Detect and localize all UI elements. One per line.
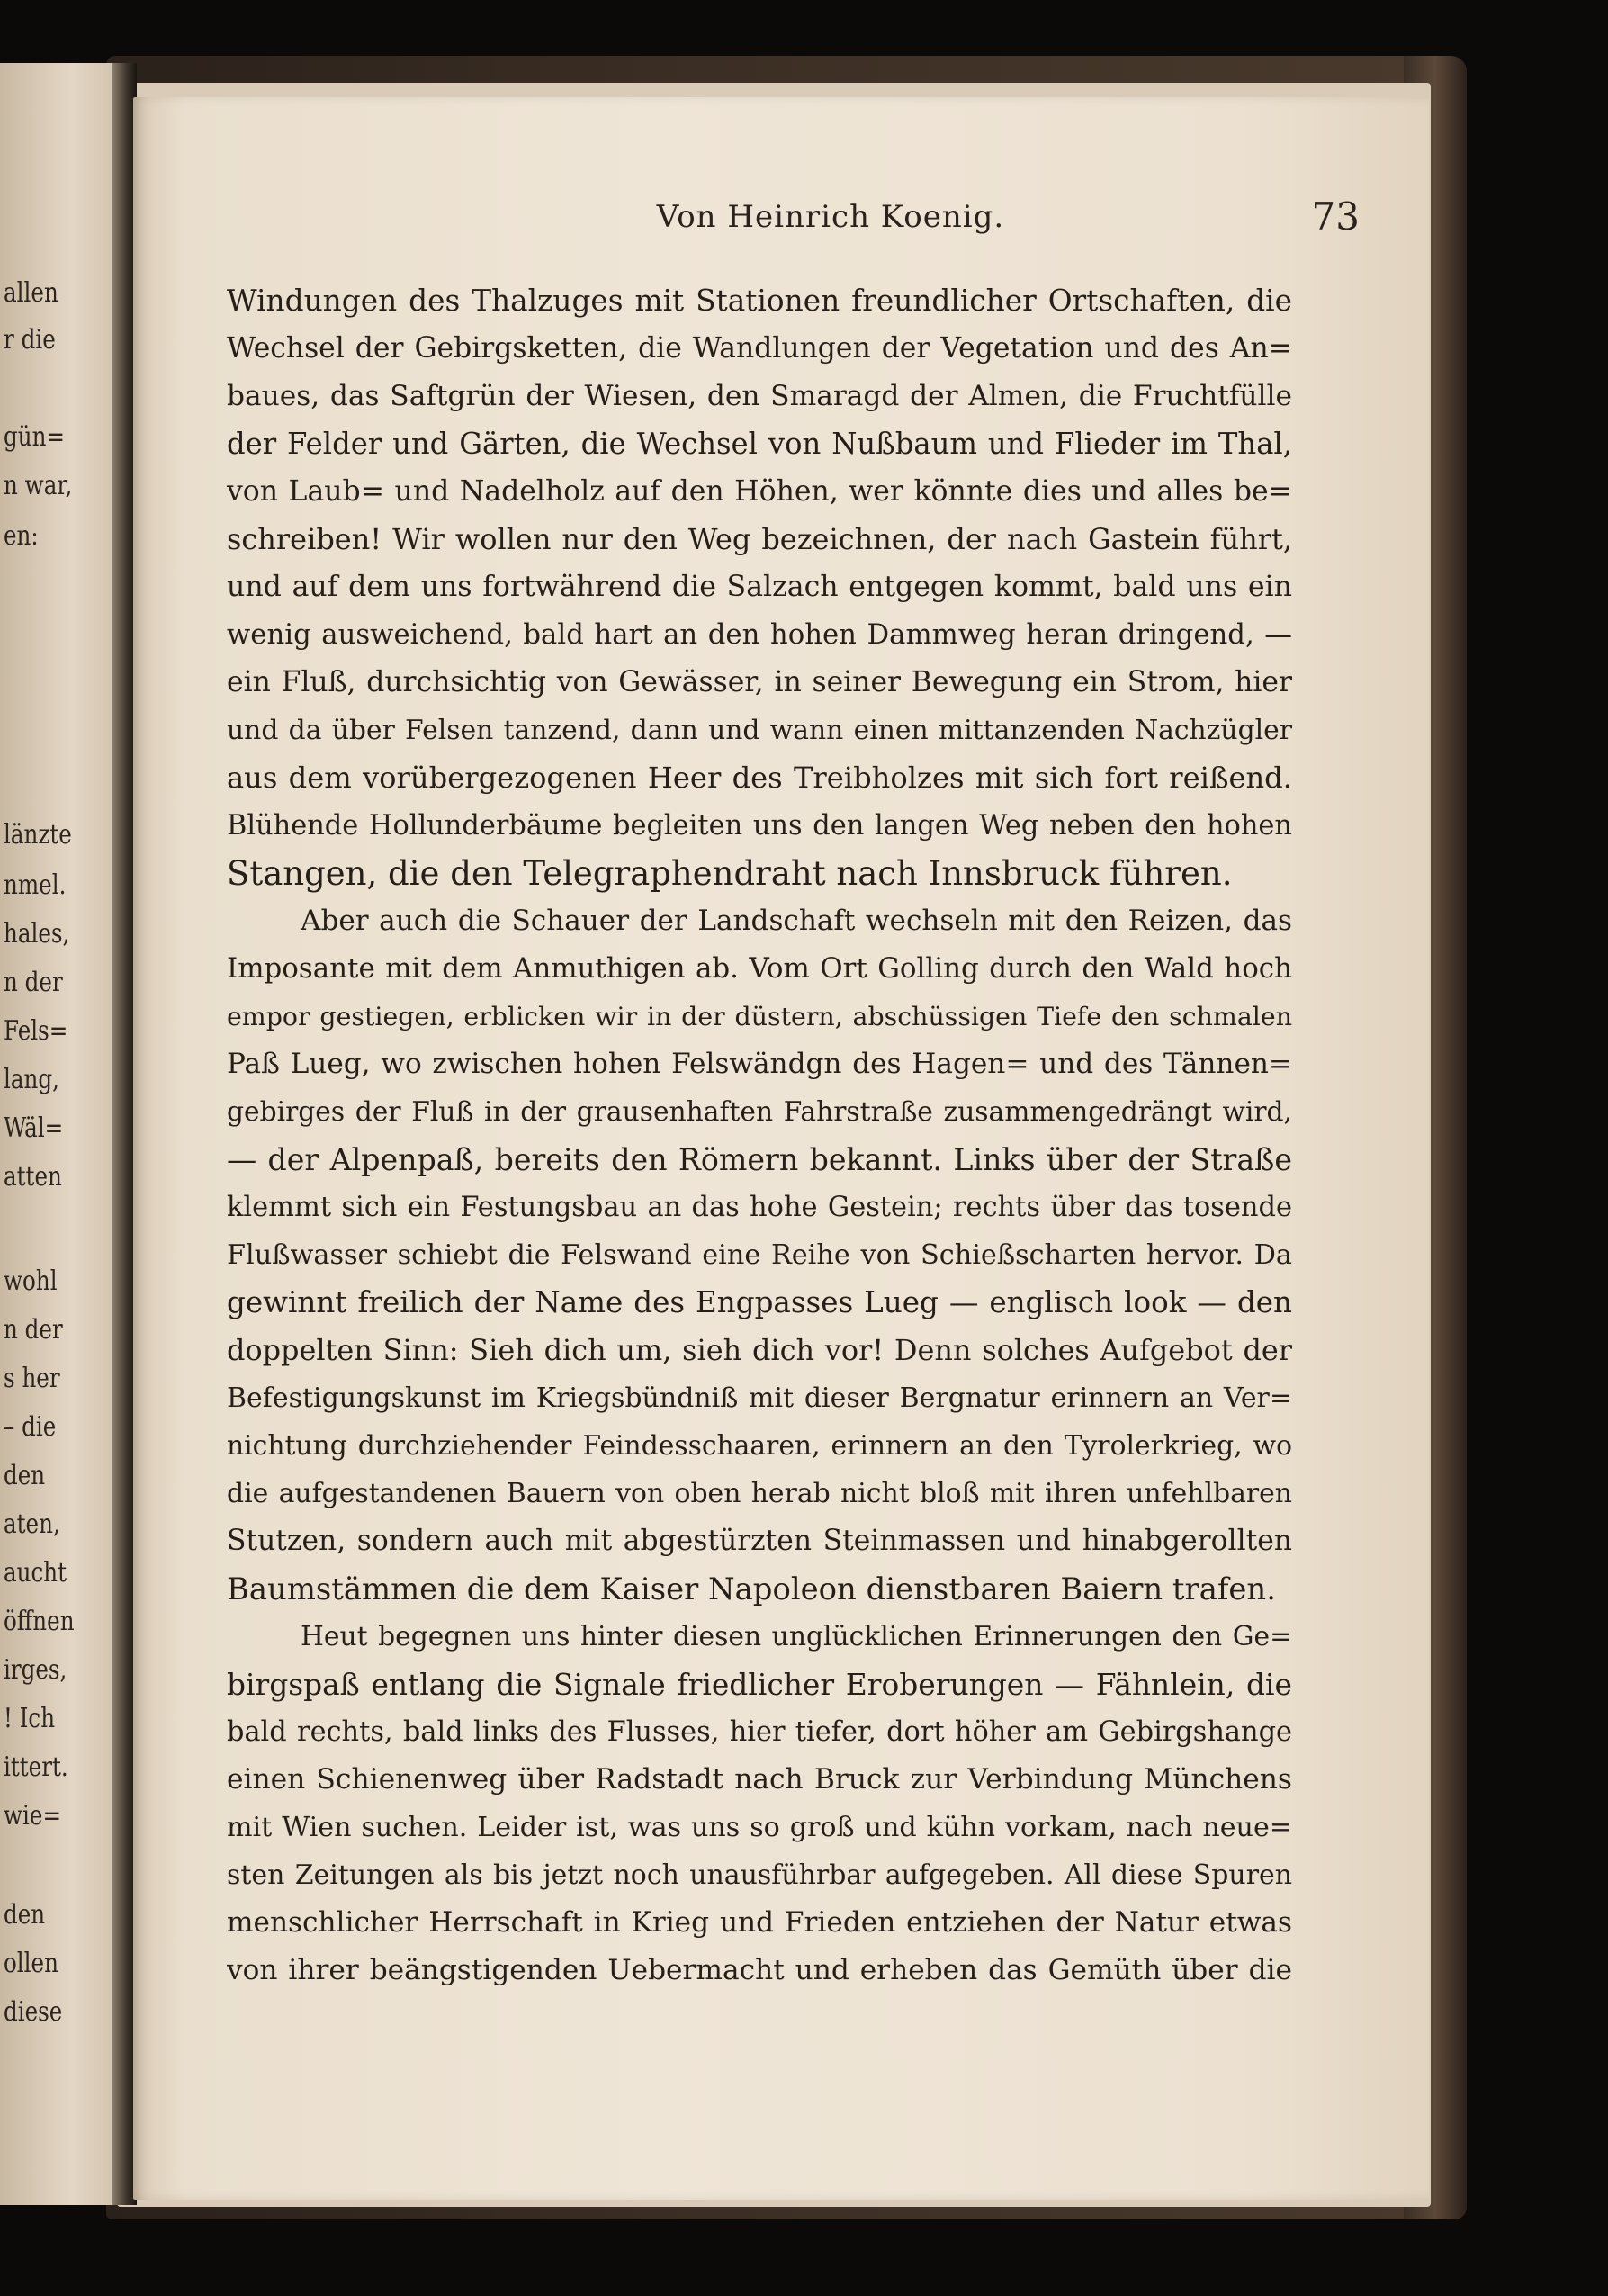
left-page-fragment: Wäl= xyxy=(4,1112,64,1144)
text-line: Paß Lueg, wo zwischen hohen Felswändgn des Hagen= und des Tännen= xyxy=(227,1048,1292,1080)
running-head: Von Heinrich Koenig. xyxy=(656,199,1005,235)
left-page-fragment: gün= xyxy=(4,421,66,453)
left-page-fragment: en: xyxy=(4,520,39,552)
text-line: menschlicher Herrschaft in Krieg und Frieden entziehen der Natur etwas xyxy=(227,1906,1292,1939)
left-page-fragment: lang, xyxy=(4,1064,59,1095)
text-line: Flußwasser schiebt die Felswand eine Reihe von Schießscharten hervor. Da xyxy=(227,1239,1292,1271)
left-page-fragment: Fels= xyxy=(4,1015,68,1047)
text-line: Wechsel der Gebirgsketten, die Wandlungen der Vegetation und des An= xyxy=(227,332,1292,365)
left-page-fragment: irges, xyxy=(4,1654,67,1686)
text-line: wenig ausweichend, bald hart an den hohen Dammweg heran dringend, — xyxy=(227,618,1292,651)
text-line: von Laub= und Nadelholz auf den Höhen, wer könnte dies und alles be= xyxy=(227,475,1292,508)
text-line: Baumstämmen die dem Kaiser Napoleon dienstbaren Baiern trafen. xyxy=(227,1571,1276,1607)
text-line: nichtung durchziehender Feindesschaaren, erinnern an den Tyrolerkrieg, wo xyxy=(227,1430,1292,1462)
text-line: — der Alpenpaß, bereits den Römern bekannt. Links über der Straße xyxy=(227,1142,1292,1177)
left-facing-page xyxy=(0,63,119,2205)
text-line: klemmt sich ein Festungsbau an das hohe Gestein; rechts über das tosende xyxy=(227,1192,1292,1223)
left-page-fragment: s her xyxy=(4,1363,60,1394)
text-line: birgspaß entlang die Signale friedlicher Eroberungen — Fähnlein, die xyxy=(227,1667,1292,1702)
left-page-fragment: r die xyxy=(4,324,56,356)
left-page-fragment: – die xyxy=(4,1411,57,1443)
text-line: schreiben! Wir wollen nur den Weg bezeichnen, der nach Gastein führt, xyxy=(227,522,1292,556)
text-line: aus dem vorübergezogenen Heer des Treibholzes mit sich fort reißend. xyxy=(227,761,1292,795)
left-page-fragment: ittert. xyxy=(4,1751,68,1783)
text-line: Blühende Hollunderbäume begleiten uns den langen Weg neben den hohen xyxy=(227,810,1292,842)
text-line: und auf dem uns fortwährend die Salzach entgegen kommt, bald uns ein xyxy=(227,571,1292,603)
text-line: doppelten Sinn: Sieh dich um, sieh dich vor! Denn solches Aufgebot der xyxy=(227,1333,1292,1367)
text-line: die aufgestandenen Bauern von oben herab nicht bloß mit ihren unfehlbaren xyxy=(227,1478,1292,1509)
text-line: einen Schienenweg über Radstadt nach Bruck zur Verbindung Münchens xyxy=(227,1763,1292,1796)
body-text xyxy=(227,277,1292,1994)
left-page-fragment: länzte xyxy=(4,819,72,851)
left-page-fragment: öffnen xyxy=(4,1606,75,1637)
text-line: Aber auch die Schauer der Landschaft wechseln mit den Reizen, das xyxy=(301,905,1292,937)
text-line: von ihrer beängstigenden Uebermacht und erheben das Gemüth über die xyxy=(227,1954,1292,1986)
text-line: und da über Felsen tanzend, dann und wann einen mittanzenden Nachzügler xyxy=(227,715,1292,746)
left-page-fragment: atten xyxy=(4,1161,62,1193)
text-line: ein Fluß, durchsichtig von Gewässer, in seiner Bewegung ein Strom, hier xyxy=(227,666,1292,698)
text-line: Stutzen, sondern auch mit abgestürzten Steinmassen und hinabgerollten xyxy=(227,1525,1292,1557)
left-page-fragment: wohl xyxy=(4,1265,58,1297)
text-line: bald rechts, bald links des Flusses, hier tiefer, dort höher am Gebirgshange xyxy=(227,1716,1292,1748)
left-page-fragment: den xyxy=(4,1460,46,1491)
left-page-fragment: n war, xyxy=(4,470,73,501)
left-page-fragment: ! Ich xyxy=(4,1703,56,1734)
page-number: 73 xyxy=(1311,194,1360,239)
left-page-fragment: nmel. xyxy=(4,869,67,901)
text-line: Befestigungskunst im Kriegsbündniß mit dieser Bergnatur erinnern an Ver= xyxy=(227,1382,1292,1414)
text-line: gebirges der Fluß in der grausenhaften Fahrstraße zusammengedrängt wird, xyxy=(227,1096,1292,1128)
left-page-fragment: aucht xyxy=(4,1557,67,1589)
left-page-fragment: ollen xyxy=(4,1948,58,1979)
text-line: der Felder und Gärten, die Wechsel von Nußbaum und Flieder im Thal, xyxy=(227,427,1292,461)
text-line: Stangen, die den Telegraphendraht nach Innsbruck führen. xyxy=(227,854,1233,893)
text-line: empor gestiegen, erblicken wir in der düstern, abschüssigen Tiefe den schmalen xyxy=(227,1002,1292,1031)
left-page-fragment: den xyxy=(4,1899,46,1931)
text-line: gewinnt freilich der Name des Engpasses Lueg — englisch look — den xyxy=(227,1285,1292,1319)
text-line: Windungen des Thalzuges mit Stationen freundlicher Ortschaften, die xyxy=(227,284,1292,318)
text-line: sten Zeitungen als bis jetzt noch unausführbar aufgegeben. All diese Spuren xyxy=(227,1859,1292,1891)
left-page-fragment: n der xyxy=(4,1314,63,1346)
left-page-fragment: diese xyxy=(4,1996,63,2028)
text-line: mit Wien suchen. Leider ist, was uns so groß und kühn vorkam, nach neue= xyxy=(227,1812,1292,1843)
left-page-fragment: n der xyxy=(4,967,63,998)
text-line: Imposante mit dem Anmuthigen ab. Vom Ort Golling durch den Wald hoch xyxy=(227,952,1292,985)
left-page-fragment: aten, xyxy=(4,1508,60,1540)
book-page xyxy=(133,97,1429,2200)
text-line: baues, das Saftgrün der Wiesen, den Smaragd der Almen, die Fruchtfülle xyxy=(227,380,1292,412)
left-page-fragment: allen xyxy=(4,277,58,309)
left-page-fragment: hales, xyxy=(4,918,70,950)
text-line: Heut begegnen uns hinter diesen unglücklichen Erinnerungen den Ge= xyxy=(301,1621,1292,1652)
left-page-fragment: wie= xyxy=(4,1800,62,1832)
